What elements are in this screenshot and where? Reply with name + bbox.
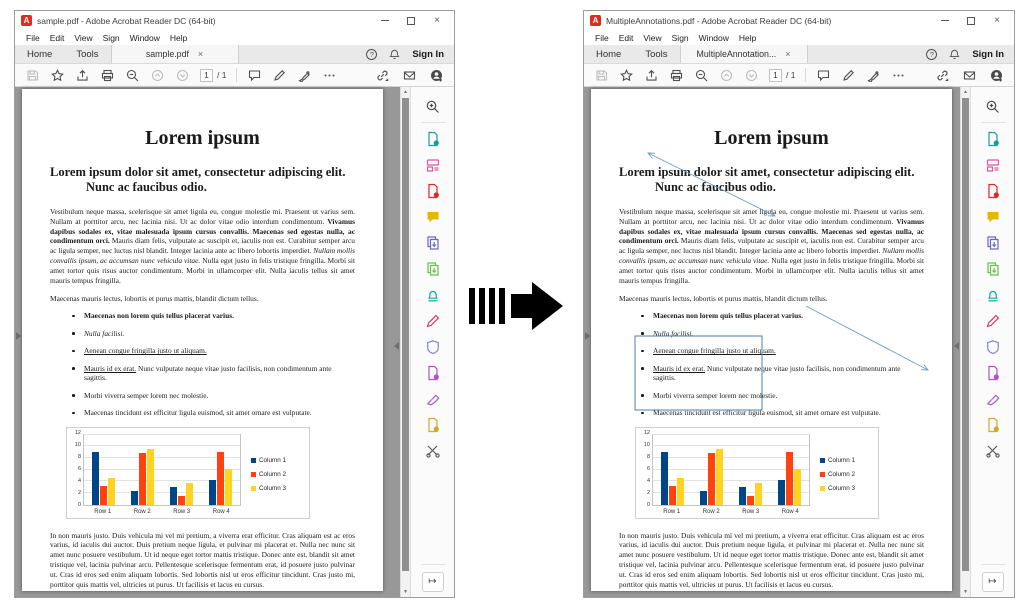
create-pdf-icon[interactable]	[979, 178, 1007, 204]
chart-y-axis	[639, 429, 652, 508]
bar-group	[653, 435, 692, 505]
paragraph-2: Maecenas mauris lectus, lobortis et purus mattis, blandit dictum tellus.	[619, 294, 828, 304]
close-button[interactable]: ×	[434, 15, 440, 26]
zoom-out-icon[interactable]	[694, 68, 709, 83]
comment-bubble-icon[interactable]	[816, 68, 831, 83]
bar	[186, 483, 193, 505]
bar	[225, 469, 232, 505]
paragraph-1-text: Nulla eget justo in felis tristique fringilla. Morbi sit amet tortor quis risus auctor condimentum. Morbi in ullamcorper elit. Nulla iaculis tellus sit amet mauris tempus fringilla.	[619, 255, 924, 285]
bar	[108, 478, 115, 504]
paragraph-1-text: Mauris diam felis, vulputate ac suscipit et, iaculis non est. Curabitur semper arcu ac ligula semper, nec luctus nisl blandit. Integer lacinia ante ac libero lobortis imperdiet.	[619, 236, 924, 256]
bar	[755, 483, 762, 505]
x-tick-label: Row 1	[663, 508, 681, 515]
document-tab-label: MultipleAnnotation...	[696, 49, 777, 59]
organize-pages-icon[interactable]	[419, 256, 447, 282]
previous-page-icon[interactable]	[719, 68, 734, 83]
legend-label: Column 2	[259, 470, 286, 478]
protect-pdf-icon[interactable]	[979, 334, 1007, 360]
list-item-underlined-part: Mauris id ex erat.	[84, 363, 137, 373]
x-tick-label: Row 4	[212, 508, 230, 515]
list-item: Maecenas non lorem quis tellus placerat varius.	[50, 311, 355, 321]
y-tick-label: 10	[74, 441, 81, 448]
tab-close-icon[interactable]: ×	[785, 49, 791, 59]
page-total-label: / 1	[786, 70, 796, 80]
bar-chart	[66, 427, 310, 519]
share-link-icon[interactable]	[935, 68, 950, 83]
legend-color-chip	[820, 486, 825, 491]
rail-divider	[981, 122, 1005, 123]
search-tools-icon[interactable]	[419, 94, 447, 120]
bar	[739, 487, 746, 505]
print-icon[interactable]	[669, 68, 684, 83]
y-tick-label: 4	[77, 477, 81, 484]
email-icon[interactable]	[962, 68, 977, 83]
content-area	[15, 87, 454, 597]
comment-bubble-icon[interactable]	[247, 68, 262, 83]
chart-plot-area	[83, 434, 241, 506]
y-tick-label: 12	[74, 429, 81, 436]
y-tick-label: 0	[646, 501, 650, 508]
title-bar	[15, 11, 454, 30]
legend-label: Column 1	[259, 456, 286, 464]
page-heading: Lorem ipsum dolor sit amet, consectetur adipiscing elit. Nunc ac faucibus odio.	[50, 165, 346, 194]
bar-chart	[635, 427, 879, 519]
fill-sign-pen-icon[interactable]	[297, 68, 312, 83]
quick-toolbar	[15, 64, 454, 87]
menu-window[interactable]: Window	[698, 32, 729, 43]
scan-ocr-icon[interactable]	[979, 412, 1007, 438]
sign-in-button[interactable]: Sign In	[972, 48, 1004, 60]
compress-pdf-icon[interactable]	[979, 282, 1007, 308]
maximize-button[interactable]	[958, 12, 984, 29]
list-item	[619, 364, 924, 383]
paragraph-1-text: Nulla eget justo in felis tristique fringilla. Morbi sit amet tortor quis risus auctor condimentum. Morbi in ullamcorper elit. Nulla iaculis tellus sit amet mauris tempus fringilla.	[50, 255, 355, 285]
tools-rail	[970, 87, 1014, 597]
sign-in-button[interactable]: Sign In	[412, 48, 444, 60]
bar	[716, 449, 723, 505]
document-area	[15, 87, 400, 597]
chart-y-axis	[70, 429, 83, 508]
menu-view[interactable]: View	[643, 32, 662, 43]
paragraph-1-italic: Nullam mollis convallis ipsum, ac accumsan nunc vehicula vitae.	[619, 246, 924, 265]
bar	[209, 480, 216, 505]
tab-tools[interactable]: Tools	[645, 48, 668, 60]
menu-sign[interactable]: Sign	[671, 32, 689, 43]
bar-group	[731, 435, 770, 505]
bar-group	[123, 435, 162, 505]
menu-bar	[584, 30, 1014, 45]
legend-entry	[251, 485, 286, 492]
pdf-page	[591, 89, 952, 591]
email-icon[interactable]	[402, 68, 417, 83]
bar	[677, 478, 684, 504]
scrollbar-thumb[interactable]	[962, 98, 969, 571]
list-item: Nulla facilisi.	[50, 329, 355, 339]
chart-legend	[241, 434, 286, 515]
menu-view[interactable]: View	[74, 32, 93, 43]
scroll-up-icon[interactable]: ▲	[403, 89, 408, 95]
measure-icon[interactable]	[979, 438, 1007, 464]
annotate-pencil-icon[interactable]	[841, 68, 856, 83]
zoom-out-icon[interactable]	[125, 68, 140, 83]
legend-label: Column 1	[828, 456, 855, 464]
window-title: sample.pdf - Adobe Acrobat Reader DC (64-bit)	[37, 15, 216, 26]
adobe-acrobat-icon: A	[21, 15, 32, 26]
share-upload-icon[interactable]	[644, 68, 659, 83]
paragraph-1	[50, 207, 355, 285]
tools-pane-collapse-icon[interactable]	[394, 342, 399, 350]
paragraph-2: Maecenas mauris lectus, lobortis et purus mattis, blandit dictum tellus.	[50, 294, 259, 304]
bar	[669, 486, 676, 505]
x-tick-label: Row 3	[742, 508, 760, 515]
tab-bar	[584, 45, 1014, 64]
menu-edit[interactable]: Edit	[618, 32, 634, 43]
list-item: Maecenas non lorem quis tellus placerat varius.	[619, 311, 924, 321]
quick-toolbar	[584, 64, 1014, 87]
notifications-bell-icon[interactable]	[389, 49, 400, 60]
nav-pane-expand-icon[interactable]	[16, 332, 21, 340]
fill-sign-icon[interactable]	[419, 308, 447, 334]
scrollbar-thumb[interactable]	[402, 98, 409, 571]
bar	[747, 496, 754, 505]
help-icon[interactable]: ?	[366, 49, 377, 60]
tab-bar	[15, 45, 454, 64]
legend-entry	[820, 457, 855, 464]
bar	[139, 453, 146, 504]
legend-entry	[251, 471, 286, 478]
y-tick-label: 6	[646, 465, 650, 472]
tab-home[interactable]: Home	[596, 48, 622, 60]
organize-pages-icon[interactable]	[979, 256, 1007, 282]
list-item: Morbi viverra semper lorem nec molestie.	[50, 391, 355, 401]
document-area	[584, 87, 960, 597]
legend-color-chip	[251, 458, 256, 463]
page-total-label: / 1	[217, 70, 227, 80]
page-number-input[interactable]: 1	[200, 69, 213, 82]
fill-sign-icon[interactable]	[979, 308, 1007, 334]
vertical-scrollbar[interactable]	[960, 87, 970, 597]
scroll-down-icon[interactable]: ▼	[963, 589, 968, 595]
search-tools-icon[interactable]	[979, 94, 1007, 120]
bar	[131, 491, 138, 505]
y-tick-label: 10	[643, 441, 650, 448]
minimize-button[interactable]	[372, 12, 398, 29]
edit-pdf-icon[interactable]	[979, 152, 1007, 178]
measure-icon[interactable]	[419, 438, 447, 464]
y-tick-label: 0	[77, 501, 81, 508]
bar	[794, 469, 801, 505]
menu-bar	[15, 30, 454, 45]
legend-color-chip	[820, 472, 825, 477]
page-indicator	[769, 69, 795, 82]
more-tools-icon[interactable]	[322, 68, 337, 83]
edit-pdf-icon[interactable]	[419, 152, 447, 178]
export-pdf-icon[interactable]	[419, 126, 447, 152]
toolbar-divider	[805, 68, 806, 82]
window-title: MultipleAnnotations.pdf - Adobe Acrobat Reader DC (64-bit)	[606, 15, 832, 26]
legend-color-chip	[820, 458, 825, 463]
list-item-text: Nunc vulputate neque vitae justo facilisis, non condimentum ante sagittis.	[653, 363, 901, 383]
list-item: Morbi viverra semper lorem nec molestie.	[619, 391, 924, 401]
y-tick-label: 6	[77, 465, 81, 472]
legend-label: Column 2	[828, 470, 855, 478]
menu-file[interactable]: File	[26, 32, 40, 43]
chart-legend	[810, 434, 855, 515]
bar	[178, 496, 185, 505]
request-signatures-icon[interactable]	[979, 386, 1007, 412]
toolbar-divider	[236, 68, 237, 82]
maximize-button[interactable]	[398, 12, 424, 29]
bar	[217, 452, 224, 505]
bar	[170, 487, 177, 505]
tab-home[interactable]: Home	[27, 48, 53, 60]
bullet-list	[50, 311, 355, 418]
tools-rail	[410, 87, 454, 597]
save-icon[interactable]	[594, 68, 609, 83]
export-pdf-icon[interactable]	[979, 126, 1007, 152]
list-item: Aenean congue fringilla justo ut aliquam.	[50, 346, 355, 356]
bar	[92, 452, 99, 505]
bar	[661, 452, 668, 505]
account-avatar-icon[interactable]	[989, 68, 1004, 83]
share-link-icon[interactable]	[375, 68, 390, 83]
scroll-down-icon[interactable]: ▼	[403, 589, 408, 595]
y-tick-label: 8	[77, 453, 81, 460]
nav-pane-expand-icon[interactable]	[585, 332, 590, 340]
chart-x-axis	[652, 509, 810, 515]
document-tab-label: sample.pdf	[145, 49, 189, 59]
save-icon[interactable]	[25, 68, 40, 83]
account-avatar-icon[interactable]	[429, 68, 444, 83]
annotate-pencil-icon[interactable]	[272, 68, 287, 83]
menu-sign[interactable]: Sign	[102, 32, 120, 43]
bar	[100, 486, 107, 505]
page-title: Lorem ipsum	[145, 127, 260, 149]
pdf-page	[22, 89, 383, 591]
list-item: Maecenas tincidunt est efficitur ligula euismod, sit amet ornare est vulputate.	[619, 408, 924, 418]
y-tick-label: 2	[646, 489, 650, 496]
close-button[interactable]: ×	[994, 15, 1000, 26]
create-pdf-icon[interactable]	[419, 178, 447, 204]
paragraph-1-bold: Vivamus dapibus sodales ex, vitae malesuada ipsum cursus convallis. Maecenas sed egestas nulla, ac condimentum orci.	[50, 216, 355, 246]
title-bar	[584, 11, 1014, 30]
transition-arrow	[466, 278, 566, 334]
menu-window[interactable]: Window	[129, 32, 160, 43]
convert-pdf-icon[interactable]	[419, 360, 447, 386]
collapse-rail-button[interactable]: ↦	[982, 572, 1004, 592]
comment-icon[interactable]	[419, 204, 447, 230]
content-area	[584, 87, 1014, 597]
y-tick-label: 2	[77, 489, 81, 496]
list-item-text: Nunc vulputate neque vitae justo facilisis, non condimentum ante sagittis.	[84, 363, 332, 383]
bar	[700, 491, 707, 505]
more-tools-icon[interactable]	[891, 68, 906, 83]
x-tick-label: Row 2	[702, 508, 720, 515]
bar-group	[162, 435, 201, 505]
tab-close-icon[interactable]: ×	[197, 49, 204, 59]
x-tick-label: Row 1	[94, 508, 112, 515]
bar	[778, 480, 785, 505]
x-tick-label: Row 3	[173, 508, 191, 515]
y-tick-label: 8	[646, 453, 650, 460]
scan-ocr-icon[interactable]	[419, 412, 447, 438]
paragraph-3: In non mauris justo. Duis vehicula mi vel mi pretium, a viverra erat efficitur. Cras aliquam est ac eros varius, id iaculis dui auctor. Duis pretium neque ligula, et pulvinar mi placerat et. Nulla nec nunc sit amet nunc posuere vestibulum. Ut id neque eget tortor mattis tristique. Donec ante est, blandit sit amet tristique vel, lacinia pulvinar arcu. Pellentesque scelerisque fermentum erat, id posuere justo pulvinar ut. Cras id eros sed enim aliquam lobortis. Sed lobortis nisl ut eros efficitur tincidunt. Cras justo mi, porttitor quis mattis vel, ultricies ut purus. Ut facilisis et lacus eu cursus.	[50, 530, 355, 589]
help-icon[interactable]: ?	[926, 49, 937, 60]
list-item-underlined-part: Mauris id ex erat.	[653, 363, 706, 373]
star-favorite-icon[interactable]	[619, 68, 634, 83]
list-item: Nulla facilisi.	[619, 329, 924, 339]
x-tick-label: Row 4	[781, 508, 799, 515]
bar	[708, 453, 715, 504]
combine-files-icon[interactable]	[979, 230, 1007, 256]
menu-edit[interactable]: Edit	[49, 32, 65, 43]
legend-entry	[820, 471, 855, 478]
rail-divider	[421, 122, 445, 123]
x-tick-label: Row 2	[133, 508, 151, 515]
convert-pdf-icon[interactable]	[979, 360, 1007, 386]
protect-pdf-icon[interactable]	[419, 334, 447, 360]
tab-tools[interactable]: Tools	[76, 48, 99, 60]
menu-file[interactable]: File	[595, 32, 609, 43]
vertical-scrollbar[interactable]	[400, 87, 410, 597]
document-tab[interactable]	[680, 45, 808, 63]
collapse-rail-button[interactable]: ↦	[422, 572, 444, 592]
page-number-input[interactable]: 1	[769, 69, 782, 82]
request-signatures-icon[interactable]	[419, 386, 447, 412]
page-title: Lorem ipsum	[714, 127, 829, 149]
legend-label: Column 3	[828, 484, 855, 492]
page-heading: Lorem ipsum dolor sit amet, consectetur adipiscing elit. Nunc ac faucibus odio.	[619, 165, 915, 194]
bullet-list	[619, 311, 924, 418]
paragraph-3: In non mauris justo. Duis vehicula mi vel mi pretium, a viverra erat efficitur. Cras aliquam est ac eros varius, id iaculis dui auctor. Duis pretium neque ligula, et pulvinar mi placerat et. Nulla nec nunc sit amet nunc posuere vestibulum. Ut id neque eget tortor mattis tristique. Donec ante est, blandit sit amet tristique vel, lacinia pulvinar arcu. Pellentesque scelerisque fermentum erat, id posuere justo pulvinar ut. Cras id eros sed enim aliquam lobortis. Sed lobortis nisl ut eros efficitur tincidunt. Cras justo mi, porttitor quis mattis vel, ultricies ut purus. Ut facilisis et lacus eu cursus.	[619, 530, 924, 589]
legend-entry	[251, 457, 286, 464]
notifications-bell-icon[interactable]	[949, 49, 960, 60]
previous-page-icon[interactable]	[150, 68, 165, 83]
paragraph-1-bold: Vivamus dapibus sodales ex, vitae malesuada ipsum cursus convallis. Maecenas sed egestas nulla, ac condimentum orci.	[619, 216, 924, 246]
rail-divider	[421, 564, 445, 565]
adobe-acrobat-icon: A	[590, 15, 601, 26]
share-upload-icon[interactable]	[75, 68, 90, 83]
print-icon[interactable]	[100, 68, 115, 83]
bar	[786, 452, 793, 505]
legend-entry	[820, 485, 855, 492]
tools-pane-collapse-icon[interactable]	[954, 342, 959, 350]
scroll-up-icon[interactable]: ▲	[963, 89, 968, 95]
acrobat-window	[583, 10, 1015, 598]
fill-sign-pen-icon[interactable]	[866, 68, 881, 83]
compress-pdf-icon[interactable]	[419, 282, 447, 308]
legend-color-chip	[251, 486, 256, 491]
bar-group	[201, 435, 240, 505]
acrobat-window	[14, 10, 455, 598]
chart-plot-area	[652, 434, 810, 506]
star-favorite-icon[interactable]	[50, 68, 65, 83]
y-tick-label: 4	[646, 477, 650, 484]
bar-group	[84, 435, 123, 505]
list-item: Aenean congue fringilla justo ut aliquam.	[619, 346, 924, 356]
y-tick-label: 12	[643, 429, 650, 436]
document-tab[interactable]	[111, 45, 239, 63]
next-page-icon[interactable]	[175, 68, 190, 83]
legend-label: Column 3	[259, 484, 286, 492]
bar-group	[770, 435, 809, 505]
rail-divider	[981, 564, 1005, 565]
legend-color-chip	[251, 472, 256, 477]
bar	[147, 449, 154, 505]
paragraph-1-text: Vestibulum neque massa, scelerisque sit amet ligula eu, congue molestie mi. Praesent ut varius sem. Nullam at porttitor arcu, nec lacinia nisi. Ut ac dolor vitae odio interdum condimentum.	[619, 207, 924, 226]
paragraph-1-text: Mauris diam felis, vulputate ac suscipit et, iaculis non est. Curabitur semper arcu ac ligula semper, nec luctus nisl blandit. Integer lacinia ante ac libero lobortis imperdiet.	[50, 236, 355, 256]
menu-help[interactable]: Help	[738, 32, 757, 43]
bar-group	[692, 435, 731, 505]
list-item	[50, 364, 355, 383]
minimize-button[interactable]	[932, 12, 958, 29]
next-page-icon[interactable]	[744, 68, 759, 83]
paragraph-1-italic: Nullam mollis convallis ipsum, ac accumsan nunc vehicula vitae.	[50, 246, 355, 265]
page-indicator	[200, 69, 226, 82]
comment-icon[interactable]	[979, 204, 1007, 230]
paragraph-1-text: Vestibulum neque massa, scelerisque sit amet ligula eu, congue molestie mi. Praesent ut varius sem. Nullam at porttitor arcu, nec lacinia nisi. Ut ac dolor vitae odio interdum condimentum.	[50, 207, 355, 226]
list-item: Maecenas tincidunt est efficitur ligula euismod, sit amet ornare est vulputate.	[50, 408, 355, 418]
combine-files-icon[interactable]	[419, 230, 447, 256]
chart-x-axis	[83, 509, 241, 515]
menu-help[interactable]: Help	[169, 32, 188, 43]
paragraph-1	[619, 207, 924, 285]
